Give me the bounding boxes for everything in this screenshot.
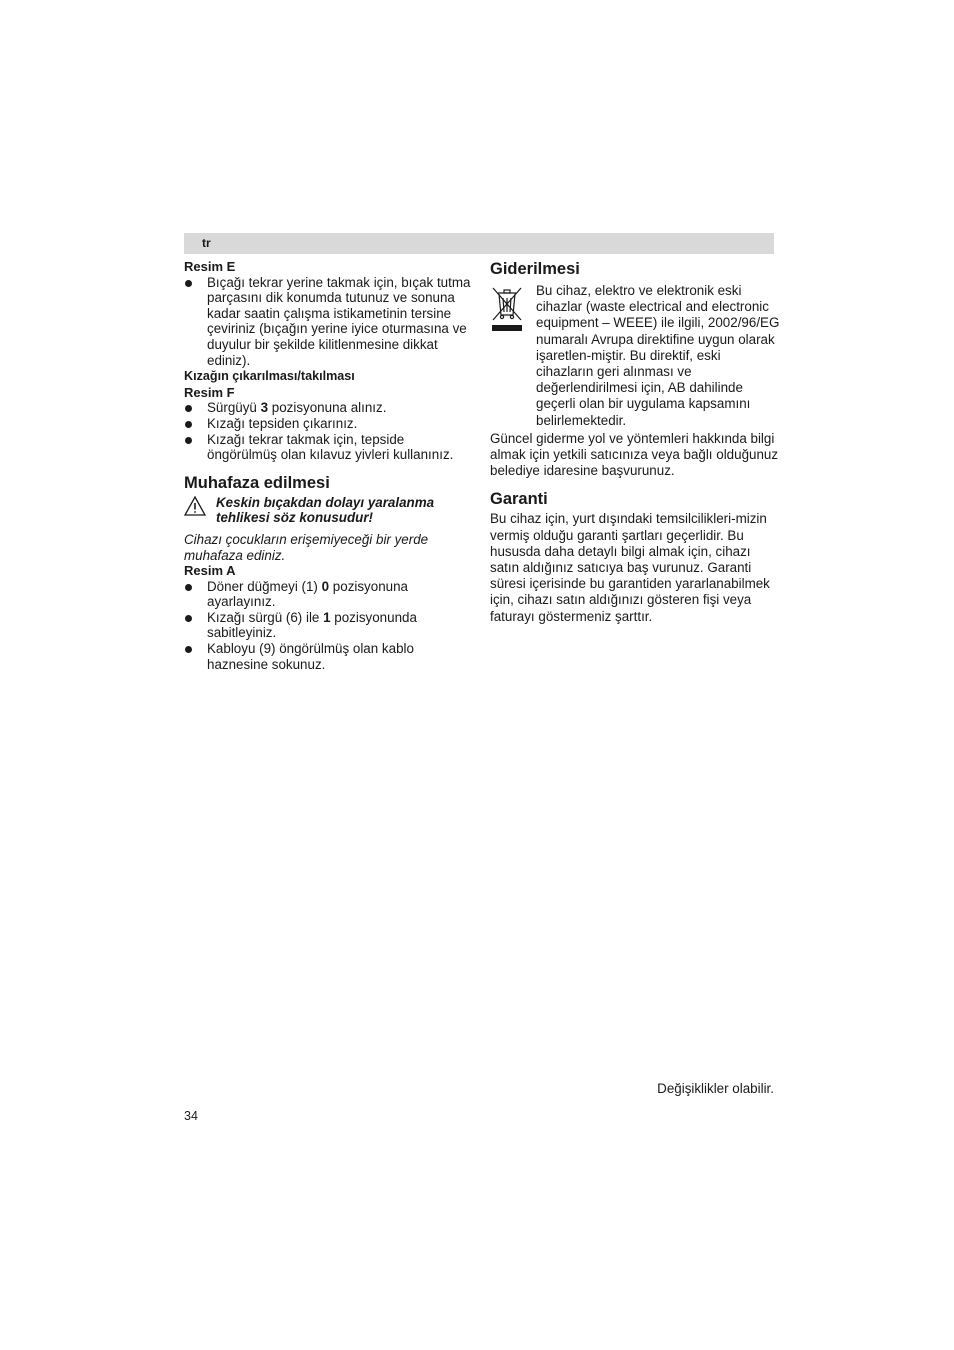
- list-item: [184, 579, 474, 610]
- list-item-text-pre: Sürgüyü: [207, 400, 261, 416]
- list-item: [184, 416, 474, 432]
- bullet-icon: [185, 646, 192, 653]
- bullet-icon: [185, 615, 192, 622]
- figure-e-list: [184, 275, 474, 369]
- list-item-text-post: pozisyonuna alınız.: [268, 400, 387, 416]
- warning-block: [184, 495, 474, 526]
- list-item-text-pre: Kabloyu (9) öngörülmüş olan kablo haznesine sokunuz.: [207, 641, 414, 672]
- list-item-text-bold: 1: [323, 609, 331, 625]
- bullet-icon: [185, 584, 192, 591]
- list-item-text: Bıçağı tekrar yerine takmak için, bıçak tutma parçasını dik konumda tutunuz ve sonuna kadar saatin çalışma istikametinin tersine çeviriniz (bıçağın yerine iyice oturmasına ve duyulur bir şekilde kilitlenmesine dikkat ediniz).: [207, 274, 471, 368]
- list-item: [184, 641, 474, 672]
- crossed-out-bin-icon: [490, 285, 524, 333]
- list-item: [184, 432, 474, 463]
- section-heading-storage: Muhafaza edilmesi: [184, 473, 330, 492]
- list-item-text-post: pozisyonuna ayarlayınız.: [207, 578, 408, 610]
- right-column: [490, 259, 780, 625]
- section-heading-warranty: Garanti: [490, 490, 548, 509]
- list-item: [184, 275, 474, 369]
- subheading-kizak: Kızağın çıkarılması/takılması: [184, 369, 355, 384]
- list-item-text-bold: 0: [321, 578, 330, 594]
- warning-text: Keskin bıçakdan dolayı yaralanma tehlikesi söz konusudur!: [216, 494, 435, 526]
- list-item-text-bold: 3: [260, 400, 269, 416]
- weee-block: [490, 283, 780, 429]
- list-item: [184, 610, 474, 641]
- language-code: tr: [202, 236, 211, 250]
- bullet-icon: [185, 405, 192, 412]
- figure-label-a: Resim A: [184, 563, 236, 579]
- language-bar: [184, 233, 774, 254]
- bullet-icon: [185, 280, 192, 287]
- bullet-icon: [185, 437, 192, 444]
- list-item-text-pre: Döner düğmeyi (1): [207, 578, 322, 594]
- figure-label-f: Resim F: [184, 384, 235, 400]
- figure-f-list: [184, 400, 474, 462]
- storage-note: Cihazı çocukların erişemiyeceği bir yerde muhafaza ediniz.: [184, 531, 429, 563]
- section-heading-disposal: Giderilmesi: [490, 260, 580, 278]
- left-column: [184, 259, 474, 672]
- footer-note: Değişiklikler olabilir.: [657, 1081, 774, 1096]
- warranty-text: Bu cihaz için, yurt dışındaki temsilcilikleri-mizin vermiş olduğu garanti şartları geçerlidir. Bu hususda daha detaylı bilgi almak için, cihazı satın aldığınız satıcıya baş vurunuz. Garanti süresi içerisinde bu garantiden yararlanabilmek için, cihazı satın aldığınızı gösteren fişi veya faturayı göstermeniz şarttır.: [490, 511, 770, 624]
- list-item-text-pre: Kızağı tekrar takmak için, tepside öngörülmüş olan kılavuz yivleri kullanınız.: [207, 431, 454, 463]
- figure-a-list: [184, 579, 474, 673]
- figure-label-e: Resim E: [184, 259, 236, 274]
- bullet-icon: [185, 421, 192, 428]
- list-item: [184, 400, 474, 416]
- list-item-text-post: pozisyonunda sabitleyiniz.: [207, 609, 417, 641]
- weee-text: Bu cihaz, elektro ve elektronik eski cihazlar (waste electrical and electronic equipment – WEEE) ile ilgili, 2002/96/EG numaralı Avrupa direktifine uygun olarak işaretlen-miştir. Bu direktif, eski cihazların geri alınması ve değerlendirilmesi için, AB dahilinde geçerli olan bir uygulama kapsamını belirlemektedir.: [536, 283, 780, 428]
- page-number: 34: [184, 1109, 198, 1123]
- warning-triangle-icon: [184, 496, 206, 516]
- disposal-text: Güncel giderme yol ve yöntemleri hakkında bilgi almak için yetkili satıcınıza veya bağlı olduğunuz belediye idaresine başvurunuz.: [490, 430, 779, 479]
- list-item-text-pre: Kızağı tepsiden çıkarınız.: [207, 415, 358, 431]
- list-item-text-pre: Kızağı sürgü (6) ile: [207, 609, 324, 625]
